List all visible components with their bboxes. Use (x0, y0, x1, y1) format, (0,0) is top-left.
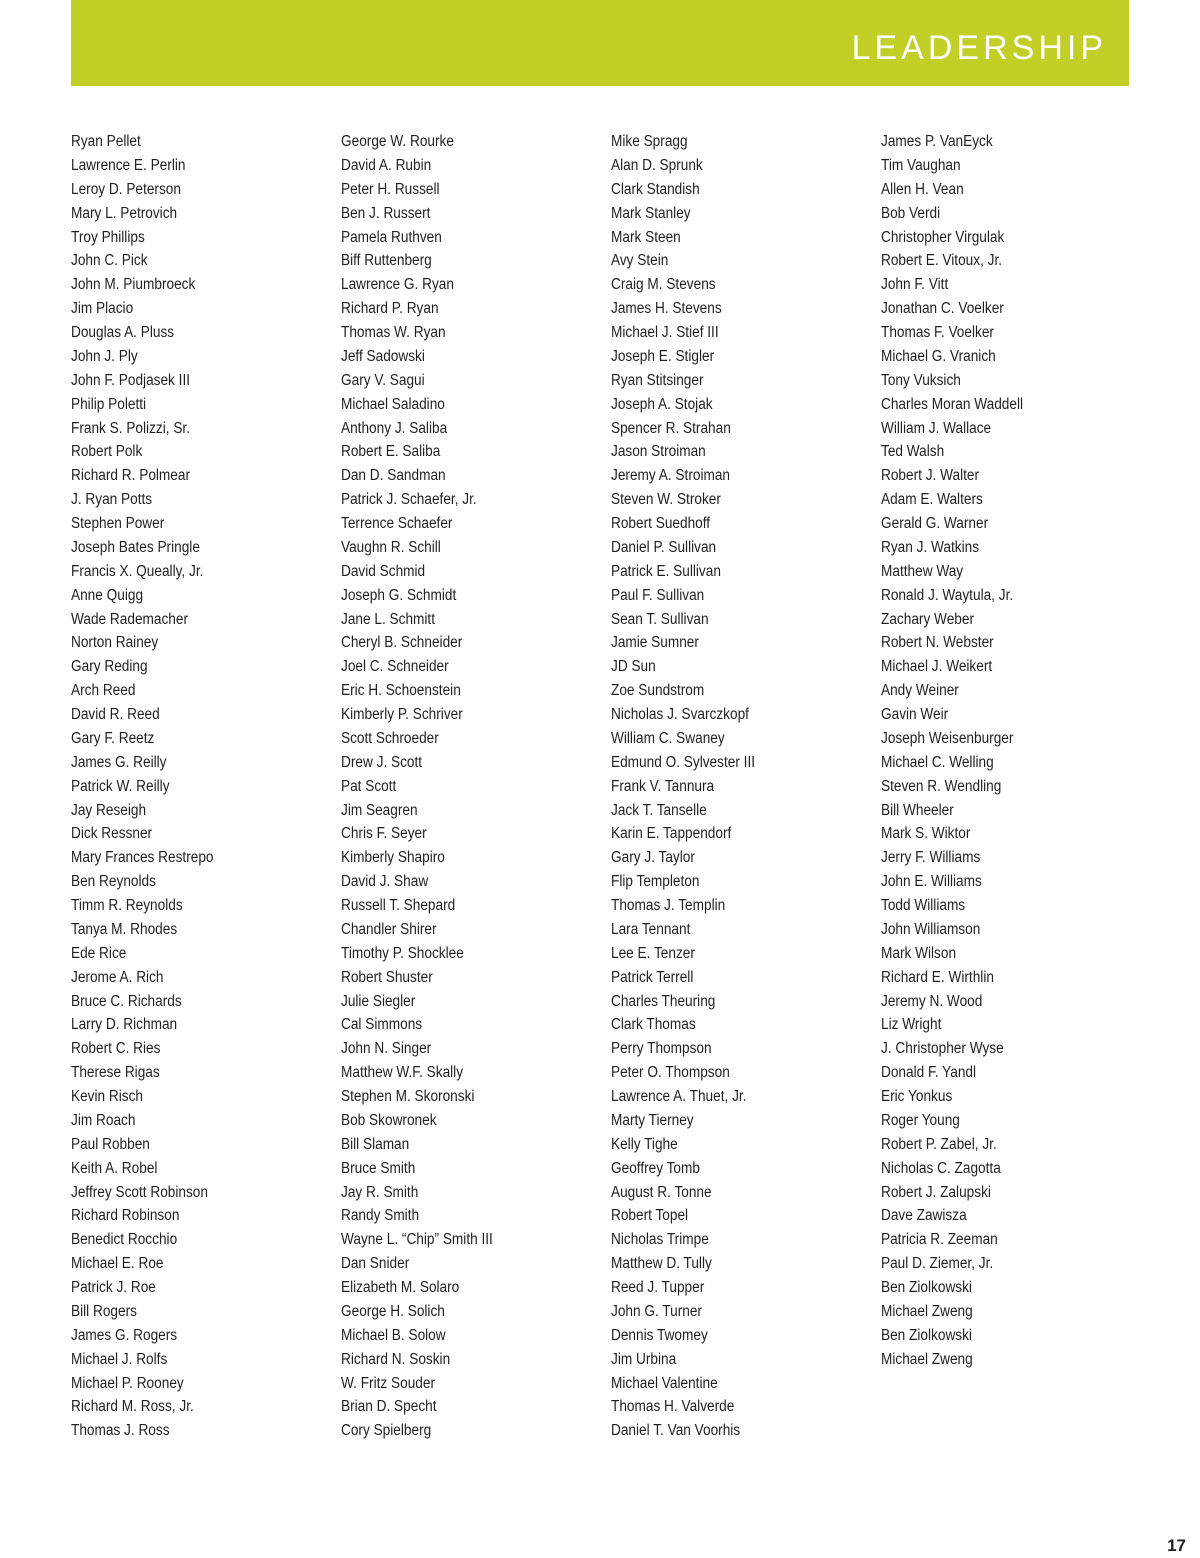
name-column-2 (341, 130, 493, 1443)
name-entry: Lawrence A. Thuet, Jr. (611, 1088, 747, 1105)
name-entry: Francis X. Queally, Jr. (71, 562, 204, 580)
name-entry: Thomas J. Ross (71, 1422, 170, 1440)
name-entry: Joseph Weisenburger (881, 729, 1014, 747)
name-entry: Stephen M. Skoronski (341, 1088, 475, 1105)
name-entry: Tim Vaughan (881, 156, 961, 174)
name-entry: Daniel P. Sullivan (611, 538, 717, 556)
name-entry: Jason Stroiman (611, 443, 706, 461)
name-entry: Flip Templeton (611, 873, 700, 891)
name-entry: Dennis Twomey (611, 1326, 708, 1344)
name-entry: Thomas J. Templin (611, 897, 726, 914)
name-entry: Bob Skowronek (341, 1111, 437, 1129)
name-entry: Michael Valentine (611, 1374, 718, 1392)
name-entry: Norton Rainey (71, 634, 159, 652)
name-entry: John N. Singer (341, 1040, 432, 1058)
name-entry: Jay Reseigh (71, 801, 147, 819)
name-entry: Richard P. Ryan (341, 300, 439, 318)
name-entry: Gary F. Reetz (71, 729, 155, 747)
name-entry: John Williamson (881, 920, 981, 938)
name-entry: Anthony J. Saliba (341, 419, 448, 437)
name-entry: Frank S. Polizzi, Sr. (71, 419, 191, 437)
name-entry: Perry Thompson (611, 1040, 712, 1058)
name-entry: Biff Ruttenberg (341, 252, 432, 270)
name-entry: Dan Snider (341, 1255, 410, 1273)
name-entry: Vaughn R. Schill (341, 538, 441, 556)
name-entry: David R. Reed (71, 706, 160, 723)
name-entry: Joseph A. Stojak (611, 395, 713, 413)
name-entry: Daniel T. Van Voorhis (611, 1422, 741, 1440)
name-entry: Sean T. Sullivan (611, 610, 709, 628)
name-entry: Ben Reynolds (71, 873, 156, 891)
name-entry: Charles Moran Waddell (881, 395, 1024, 413)
name-entry: Dave Zawisza (881, 1207, 967, 1225)
name-entry: Ben Ziolkowski (881, 1326, 972, 1344)
name-entry: George W. Rourke (341, 133, 454, 150)
name-entry: Robert N. Webster (881, 634, 994, 652)
name-entry: Anne Quigg (71, 586, 144, 604)
name-entry: Craig M. Stevens (611, 276, 716, 294)
name-entry: Richard R. Polmear (71, 467, 191, 485)
name-entry: Christopher Virgulak (881, 228, 1005, 246)
name-entry: Robert J. Zalupski (881, 1183, 991, 1201)
name-entry: Mark Steen (611, 228, 681, 246)
name-entry: Michael B. Solow (341, 1326, 446, 1344)
name-entry: Larry D. Richman (71, 1016, 178, 1034)
name-entry: Matthew D. Tully (611, 1255, 712, 1273)
name-entry: David Schmid (341, 562, 426, 580)
name-entry: Jamie Sumner (611, 634, 699, 652)
name-entry: Jerome A. Rich (71, 968, 164, 986)
name-entry: Gary Reding (71, 658, 148, 676)
name-entry: Kimberly P. Schriver (341, 706, 463, 723)
name-entry: Michael Zweng (881, 1350, 973, 1368)
name-entry: Wade Rademacher (71, 610, 189, 628)
name-entry: James H. Stevens (611, 300, 722, 318)
name-entry: Karin E. Tappendorf (611, 825, 732, 843)
name-entry: Robert Topel (611, 1207, 689, 1225)
name-entry: Patrick J. Schaefer, Jr. (341, 491, 477, 509)
name-entry: John G. Turner (611, 1302, 702, 1320)
name-entry: Matthew W.F. Skally (341, 1064, 464, 1082)
name-entry: Jerry F. Williams (881, 849, 981, 867)
name-entry: Scott Schroeder (341, 729, 439, 747)
name-entry: Lawrence G. Ryan (341, 276, 454, 294)
name-entry: Mark S. Wiktor (881, 825, 971, 843)
name-entry: Ede Rice (71, 944, 127, 962)
name-entry: David A. Rubin (341, 156, 432, 174)
name-entry: Bill Wheeler (881, 801, 954, 819)
name-entry: John J. Ply (71, 347, 138, 365)
name-entry: Allen H. Vean (881, 180, 964, 198)
name-entry: Bill Rogers (71, 1302, 137, 1320)
name-entry: Kimberly Shapiro (341, 849, 445, 867)
name-entry: Clark Thomas (611, 1016, 696, 1034)
name-entry: Thomas F. Voelker (881, 324, 994, 341)
name-entry: Terrence Schaefer (341, 515, 453, 532)
name-entry: Jeffrey Scott Robinson (71, 1183, 208, 1201)
name-column-4 (881, 130, 1023, 1372)
name-entry: Brian D. Specht (341, 1398, 437, 1416)
name-entry: Jonathan C. Voelker (881, 300, 1004, 318)
name-entry: Robert E. Vitoux, Jr. (881, 252, 1003, 270)
name-entry: Liz Wright (881, 1016, 942, 1034)
name-entry: Ryan Pellet (71, 133, 141, 150)
name-entry: Eric Yonkus (881, 1088, 953, 1105)
name-entry: J. Christopher Wyse (881, 1040, 1004, 1058)
name-entry: Robert Shuster (341, 968, 433, 986)
name-entry: Chris F. Seyer (341, 825, 427, 843)
name-entry: Patrick E. Sullivan (611, 562, 721, 580)
name-entry: Steven R. Wendling (881, 777, 1002, 795)
name-entry: J. Ryan Potts (71, 491, 153, 509)
name-entry: Roger Young (881, 1111, 960, 1129)
name-entry: Jim Placio (71, 300, 134, 318)
name-entry: Russell T. Shepard (341, 897, 456, 914)
name-entry: Mike Spragg (611, 133, 688, 150)
name-entry: Charles Theuring (611, 992, 716, 1010)
name-entry: JD Sun (611, 658, 656, 676)
name-entry: Michael C. Welling (881, 753, 994, 771)
name-entry: Chandler Shirer (341, 920, 437, 938)
name-entry: Richard E. Wirthlin (881, 968, 994, 986)
name-entry: Mary Frances Restrepo (71, 849, 214, 867)
name-entry: Bill Slaman (341, 1135, 410, 1153)
name-entry: Jeff Sadowski (341, 347, 425, 365)
name-entry: Therese Rigas (71, 1064, 160, 1082)
name-entry: W. Fritz Souder (341, 1374, 435, 1392)
name-column-1 (71, 130, 214, 1443)
name-entry: Gary J. Taylor (611, 849, 695, 867)
name-entry: Dick Ressner (71, 825, 153, 843)
name-entry: Adam E. Walters (881, 491, 983, 509)
name-entry: Nicholas Trimpe (611, 1231, 709, 1249)
name-entry: Ben J. Russert (341, 204, 431, 222)
name-entry: Michael Zweng (881, 1302, 973, 1320)
name-entry: Jeremy A. Stroiman (611, 467, 731, 485)
name-entry: Frank V. Tannura (611, 777, 715, 795)
name-entry: William J. Wallace (881, 419, 992, 437)
name-entry: Robert C. Ries (71, 1040, 161, 1058)
name-entry: James P. VanEyck (881, 133, 993, 150)
name-entry: Gary V. Sagui (341, 371, 425, 389)
name-entry: Joseph E. Stigler (611, 347, 715, 365)
name-entry: Philip Poletti (71, 395, 147, 413)
name-entry: Paul F. Sullivan (611, 586, 705, 604)
name-entry: Randy Smith (341, 1207, 420, 1225)
name-entry: Gerald G. Warner (881, 515, 989, 532)
name-entry: Pamela Ruthven (341, 228, 442, 246)
name-entry: Leroy D. Peterson (71, 180, 181, 198)
name-entry: Eric H. Schoenstein (341, 682, 461, 700)
name-entry: John C. Pick (71, 252, 148, 270)
name-entry: Todd Williams (881, 897, 966, 914)
name-entry: Tanya M. Rhodes (71, 920, 178, 938)
name-entry: Wayne L. “Chip” Smith III (341, 1231, 493, 1249)
name-entry: William C. Swaney (611, 729, 725, 747)
name-entry: Michael E. Roe (71, 1255, 164, 1273)
name-entry: Arch Reed (71, 682, 136, 700)
name-entry: Bruce C. Richards (71, 992, 182, 1010)
name-entry: Stephen Power (71, 515, 165, 532)
name-entry: Michael J. Weikert (881, 658, 993, 676)
name-entry: Richard N. Soskin (341, 1350, 451, 1368)
name-entry: Robert Suedhoff (611, 515, 711, 532)
name-entry: Geoffrey Tomb (611, 1159, 700, 1177)
name-entry: Timothy P. Shocklee (341, 944, 464, 962)
name-entry: Jim Roach (71, 1111, 136, 1129)
name-entry: Cal Simmons (341, 1016, 423, 1034)
name-entry: Julie Siegler (341, 992, 416, 1010)
name-entry: Michael G. Vranich (881, 347, 996, 365)
name-entry: Robert P. Zabel, Jr. (881, 1135, 997, 1153)
name-entry: David J. Shaw (341, 873, 429, 891)
name-entry: Benedict Rocchio (71, 1231, 178, 1249)
name-entry: Jim Seagren (341, 801, 418, 819)
name-entry: Dan D. Sandman (341, 467, 446, 485)
name-entry: Cory Spielberg (341, 1422, 432, 1440)
name-entry: Cheryl B. Schneider (341, 634, 463, 652)
name-entry: George H. Solich (341, 1302, 445, 1320)
name-entry: Clark Standish (611, 180, 700, 198)
name-entry: Nicholas C. Zagotta (881, 1159, 1001, 1177)
name-entry: Robert E. Saliba (341, 443, 441, 461)
name-entry: Troy Phillips (71, 228, 145, 246)
name-entry: Michael P. Rooney (71, 1374, 184, 1392)
name-entry: Patrick J. Roe (71, 1279, 156, 1296)
name-entry: Thomas H. Valverde (611, 1398, 735, 1416)
name-entry: Matthew Way (881, 562, 964, 580)
name-entry: John F. Podjasek III (71, 371, 191, 389)
name-entry: Patrick W. Reilly (71, 777, 170, 795)
name-entry: Zachary Weber (881, 610, 974, 628)
name-entry: Michael J. Stief III (611, 324, 719, 341)
name-entry: Lee E. Tenzer (611, 944, 695, 962)
name-entry: Tony Vuksich (881, 371, 961, 389)
name-entry: James G. Reilly (71, 753, 167, 771)
name-entry: Edmund O. Sylvester III (611, 753, 756, 771)
name-entry: Thomas W. Ryan (341, 324, 446, 341)
header-band (71, 0, 1129, 86)
name-entry: Steven W. Stroker (611, 491, 721, 509)
name-entry: Douglas A. Pluss (71, 324, 175, 341)
name-entry: John M. Piumbroeck (71, 276, 196, 294)
name-entry: Robert Polk (71, 443, 143, 461)
name-entry: Ryan Stitsinger (611, 371, 704, 389)
name-entry: Mary L. Petrovich (71, 204, 178, 222)
name-entry: Robert J. Walter (881, 467, 980, 485)
name-entry: Joel C. Schneider (341, 658, 449, 676)
name-entry: John E. Williams (881, 873, 982, 891)
name-entry: Marty Tierney (611, 1111, 694, 1129)
name-entry: Mark Stanley (611, 204, 691, 222)
name-entry: Spencer R. Strahan (611, 419, 731, 437)
name-entry: Andy Weiner (881, 682, 959, 700)
name-entry: Bob Verdi (881, 204, 941, 222)
name-entry: Ronald J. Waytula, Jr. (881, 586, 1014, 604)
name-entry: Bruce Smith (341, 1159, 416, 1177)
name-entry: Paul Robben (71, 1135, 150, 1153)
name-entry: Keith A. Robel (71, 1159, 158, 1177)
name-entry: Kevin Risch (71, 1088, 144, 1105)
name-entry: Joseph G. Schmidt (341, 586, 457, 604)
name-entry: Mark Wilson (881, 944, 957, 962)
name-entry: Gavin Weir (881, 706, 949, 723)
name-entry: Jack T. Tanselle (611, 801, 707, 819)
name-entry: Peter H. Russell (341, 180, 440, 198)
name-entry: Joseph Bates Pringle (71, 538, 200, 556)
name-entry: Alan D. Sprunk (611, 156, 703, 174)
name-entry: Ben Ziolkowski (881, 1279, 972, 1296)
name-entry: Jim Urbina (611, 1350, 677, 1368)
name-entry: Kelly Tighe (611, 1135, 678, 1153)
name-entry: James G. Rogers (71, 1326, 178, 1344)
name-entry: Avy Stein (611, 252, 669, 270)
name-entry: Jeremy N. Wood (881, 992, 983, 1010)
name-entry: Timm R. Reynolds (71, 897, 183, 914)
name-entry: Richard M. Ross, Jr. (71, 1398, 194, 1416)
name-entry: Richard Robinson (71, 1207, 180, 1225)
name-entry: Nicholas J. Svarczkopf (611, 706, 749, 723)
name-entry: Lara Tennant (611, 920, 691, 938)
name-entry: Pat Scott (341, 777, 397, 795)
name-entry: Michael J. Rolfs (71, 1350, 168, 1368)
name-entry: Paul D. Ziemer, Jr. (881, 1255, 994, 1273)
name-entry: Patrick Terrell (611, 968, 694, 986)
name-entry: Jay R. Smith (341, 1183, 419, 1201)
name-entry: John F. Vitt (881, 276, 949, 294)
name-entry: Michael Saladino (341, 395, 445, 413)
name-entry: Patricia R. Zeeman (881, 1231, 998, 1249)
name-entry: Peter O. Thompson (611, 1064, 730, 1082)
page-number: 17 (1167, 1536, 1186, 1555)
section-title: LEADERSHIP (851, 29, 1107, 67)
name-entry: Ryan J. Watkins (881, 538, 980, 556)
name-entry: August R. Tonne (611, 1183, 712, 1201)
name-entry: Ted Walsh (881, 443, 945, 461)
name-entry: Jane L. Schmitt (341, 610, 436, 628)
name-entry: Donald F. Yandl (881, 1064, 977, 1082)
name-entry: Reed J. Tupper (611, 1279, 705, 1296)
name-entry: Lawrence E. Perlin (71, 156, 186, 174)
name-entry: Zoe Sundstrom (611, 682, 705, 700)
name-entry: Elizabeth M. Solaro (341, 1279, 460, 1296)
name-column-3 (611, 130, 755, 1443)
name-entry: Drew J. Scott (341, 753, 423, 771)
